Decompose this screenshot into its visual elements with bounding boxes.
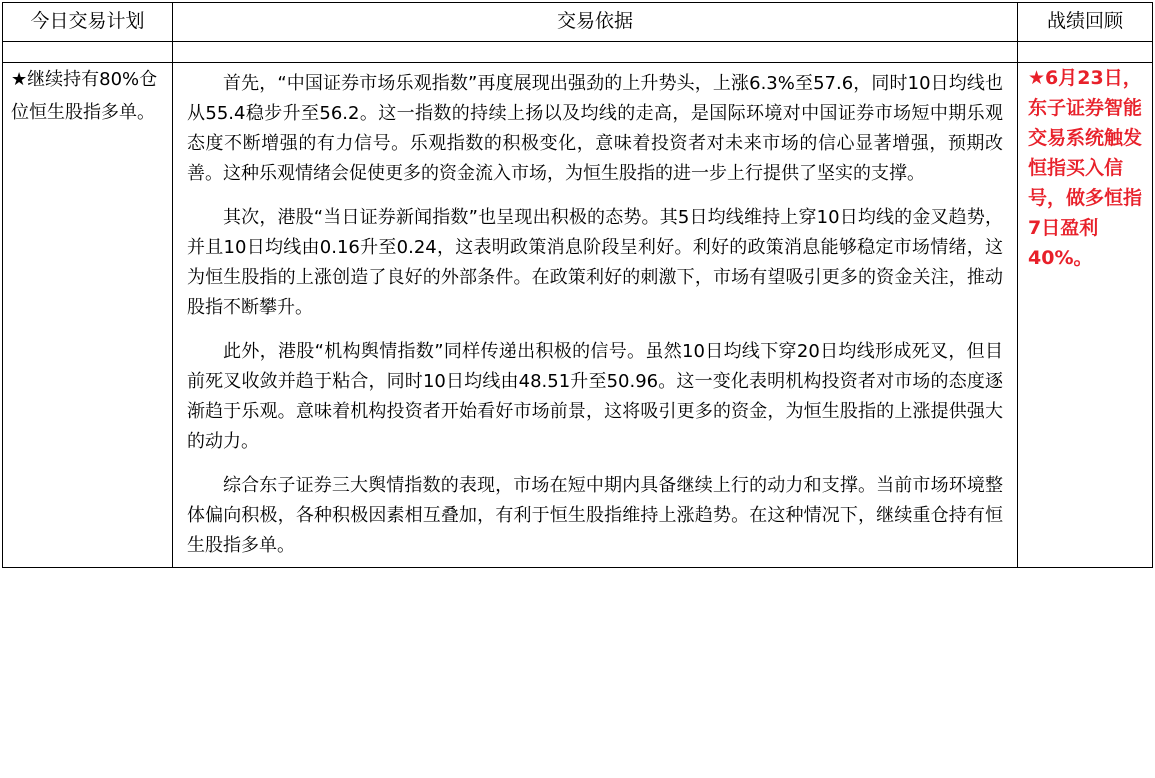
basis-paragraph-1: 首先，“中国证券市场乐观指数”再度展现出强劲的上升势头，上涨6.3%至57.6，同时10日均线也从55.4稳步升至56.2。这一指数的持续上扬以及均线的走高，是国际环境对中国证券市场短中期乐观态度不断增强的有力信号。乐观指数的积极变化，意味着投资者对未来市场的信心显著增强，预期改善。这种乐观情绪会促使更多的资金流入市场，为恒生股指的进一步上行提供了坚实的支撑。	[187, 73, 1003, 184]
basis-paragraph-3: 此外，港股“机构舆情指数”同样传递出积极的信号。虽然10日均线下穿20日均线形成死叉，但目前死叉收敛并趋于粘合，同时10日均线由48.51升至50.96。这一变化表明机构投资者对市场的态度逐渐趋于乐观。意味着机构投资者开始看好市场前景，这将吸引更多的资金，为恒生股指的上涨提供强大的动力。	[187, 341, 1003, 452]
spacer-cell	[1018, 42, 1153, 63]
spacer-cell	[3, 42, 173, 63]
header-plan: 今日交易计划	[3, 3, 173, 42]
header-review: 战绩回顾	[1018, 3, 1153, 42]
spacer-row	[3, 42, 1153, 63]
content-row	[3, 63, 1153, 568]
header-row	[3, 3, 1153, 42]
review-cell	[1018, 63, 1153, 568]
review-text: ★6月23日，东子证券智能交易系统触发恒指买入信号，做多恒指7日盈利40%。	[1028, 67, 1143, 269]
header-basis: 交易依据	[173, 3, 1018, 42]
basis-paragraph-4: 综合东子证券三大舆情指数的表现，市场在短中期内具备继续上行的动力和支撑。当前市场环境整体偏向积极，各种积极因素相互叠加，有利于恒生股指维持上涨趋势。在这种情况下，继续重仓持有恒生股指多单。	[187, 475, 1003, 556]
plan-text: ★继续持有80%仓位恒生股指多单。	[11, 69, 158, 123]
basis-cell	[173, 63, 1018, 568]
basis-paragraph-2: 其次，港股“当日证券新闻指数”也呈现出积极的态势。其5日均线维持上穿10日均线的金叉趋势，并且10日均线由0.16升至0.24，这表明政策消息阶段呈利好。利好的政策消息能够稳定市场情绪，这为恒生股指的上涨创造了良好的外部条件。在政策利好的刺激下，市场有望吸引更多的资金关注，推动股指不断攀升。	[187, 207, 1003, 318]
plan-cell	[3, 63, 173, 568]
trade-plan-table	[2, 2, 1153, 568]
spacer-cell	[173, 42, 1018, 63]
